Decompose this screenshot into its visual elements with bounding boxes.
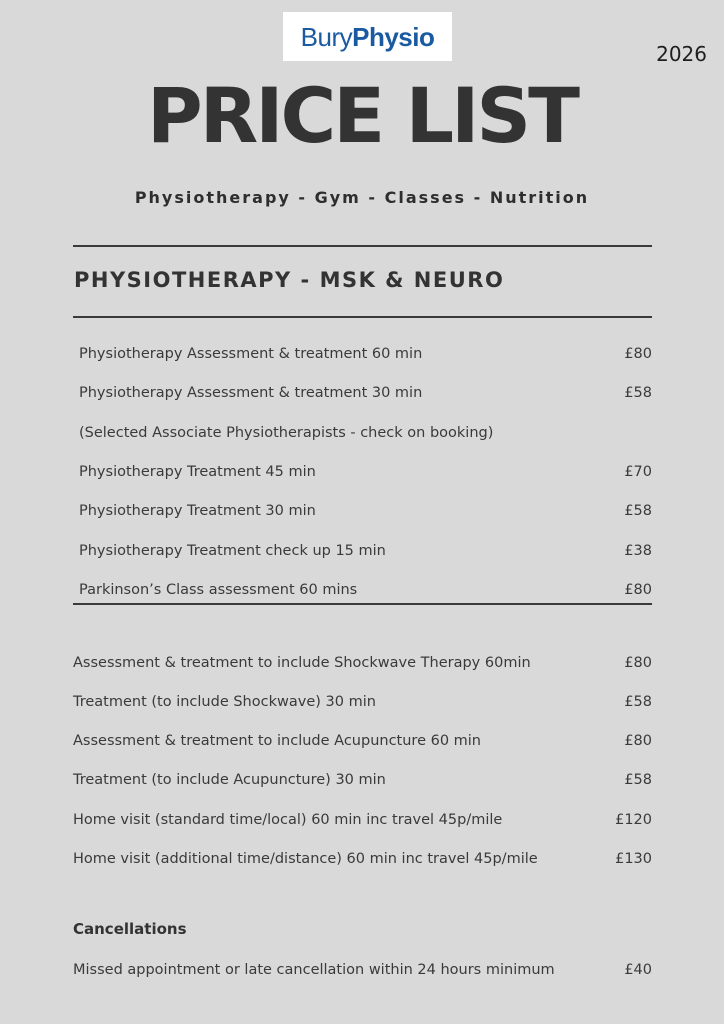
item-price: £58 [624, 772, 652, 788]
item-price: £40 [624, 962, 652, 978]
item-price: £80 [624, 733, 652, 749]
cancellations-heading: Cancellations [73, 920, 187, 938]
item-label: Treatment (to include Shockwave) 30 min [73, 694, 376, 710]
item-label: Assessment & treatment to include Acupuncture 60 min [73, 733, 481, 749]
item-label: Physiotherapy Assessment & treatment 60 min [79, 346, 423, 362]
logo-bury-text: Bury [300, 21, 353, 52]
price-row [73, 848, 652, 870]
price-row [73, 809, 652, 831]
bury-physio-logo [283, 12, 452, 61]
item-label: Physiotherapy Assessment & treatment 30 min [79, 385, 423, 401]
item-label: Physiotherapy Treatment check up 15 min [79, 543, 386, 559]
price-row [79, 461, 652, 483]
price-row [79, 343, 652, 365]
price-row [79, 540, 652, 562]
price-row [73, 652, 652, 674]
logo-physio-text: Physio [352, 21, 435, 52]
price-row [79, 500, 652, 522]
item-price: £80 [624, 346, 652, 362]
item-price: £80 [624, 655, 652, 671]
item-label: Treatment (to include Acupuncture) 30 min [73, 772, 386, 788]
price-row [73, 691, 652, 713]
divider-section [73, 316, 652, 318]
item-note: (Selected Associate Physiotherapists - check on booking) [79, 425, 494, 441]
item-price: £80 [624, 582, 652, 598]
price-row [73, 730, 652, 752]
item-price: £58 [624, 503, 652, 519]
item-label: Parkinson’s Class assessment 60 mins [79, 582, 358, 598]
year-label: 2026 [656, 42, 707, 66]
price-row [79, 422, 652, 444]
item-label: Physiotherapy Treatment 30 min [79, 503, 316, 519]
page-subtitle: Physiotherapy - Gym - Classes - Nutrition [134, 188, 590, 207]
logo-wordmark [300, 21, 435, 52]
item-label: Physiotherapy Treatment 45 min [79, 464, 316, 480]
page-title: PRICE LIST [147, 71, 577, 160]
item-price: £120 [615, 812, 652, 828]
item-price: £58 [624, 694, 652, 710]
section-heading: PHYSIOTHERAPY - MSK & NEURO [74, 268, 505, 292]
divider-bottom [73, 603, 652, 605]
item-label: Home visit (standard time/local) 60 min inc travel 45p/mile [73, 812, 503, 828]
item-price: £38 [624, 543, 652, 559]
item-label: Home visit (additional time/distance) 60 min inc travel 45p/mile [73, 851, 538, 867]
divider-top [73, 245, 652, 247]
price-row [73, 769, 652, 791]
item-label: Assessment & treatment to include Shockwave Therapy 60min [73, 655, 531, 671]
price-row [73, 959, 652, 981]
price-row [79, 382, 652, 404]
price-row [79, 579, 652, 601]
item-price: £70 [624, 464, 652, 480]
item-price: £58 [624, 385, 652, 401]
item-label: Missed appointment or late cancellation within 24 hours minimum [73, 962, 555, 978]
item-price: £130 [615, 851, 652, 867]
